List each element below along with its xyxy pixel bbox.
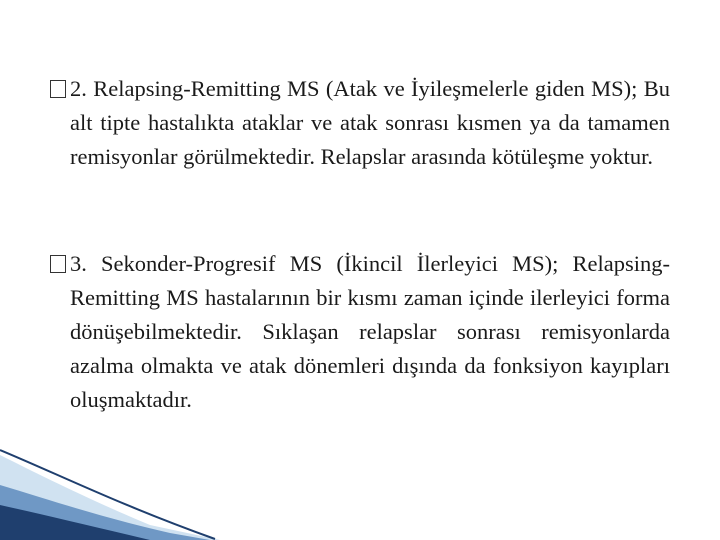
bullet-item-3: [50, 247, 670, 417]
bullet-text: Sekonder-Progresif MS (İkincil İlerleyici MS); Relapsing-Remitting MS hastalarının bir kısmı zaman içinde ilerleyici forma dönüşebilmektedir. Sıklaşan relapslar sonrası remisyonlarda azalma olmakta ve atak dönemleri dışında da fonksiyon kayıpları oluşmaktadır.: [70, 251, 670, 412]
bullet-text: Relapsing-Remitting MS (Atak ve İyileşmelerle giden MS); Bu alt tipte hastalıkta ataklar ve atak sonrası kısmen ya da tamamen remisyonlar görülmektedir. Relapslar arasında kötüleşme yoktur.: [70, 76, 671, 169]
decorative-corner-swoosh: [0, 445, 220, 540]
bullet-box-icon: [50, 255, 66, 273]
bullet-item-2: [50, 72, 670, 174]
bullet-box-icon: [50, 80, 66, 98]
bullet-number: 2.: [70, 76, 94, 101]
bullet-number: 3.: [70, 251, 102, 276]
